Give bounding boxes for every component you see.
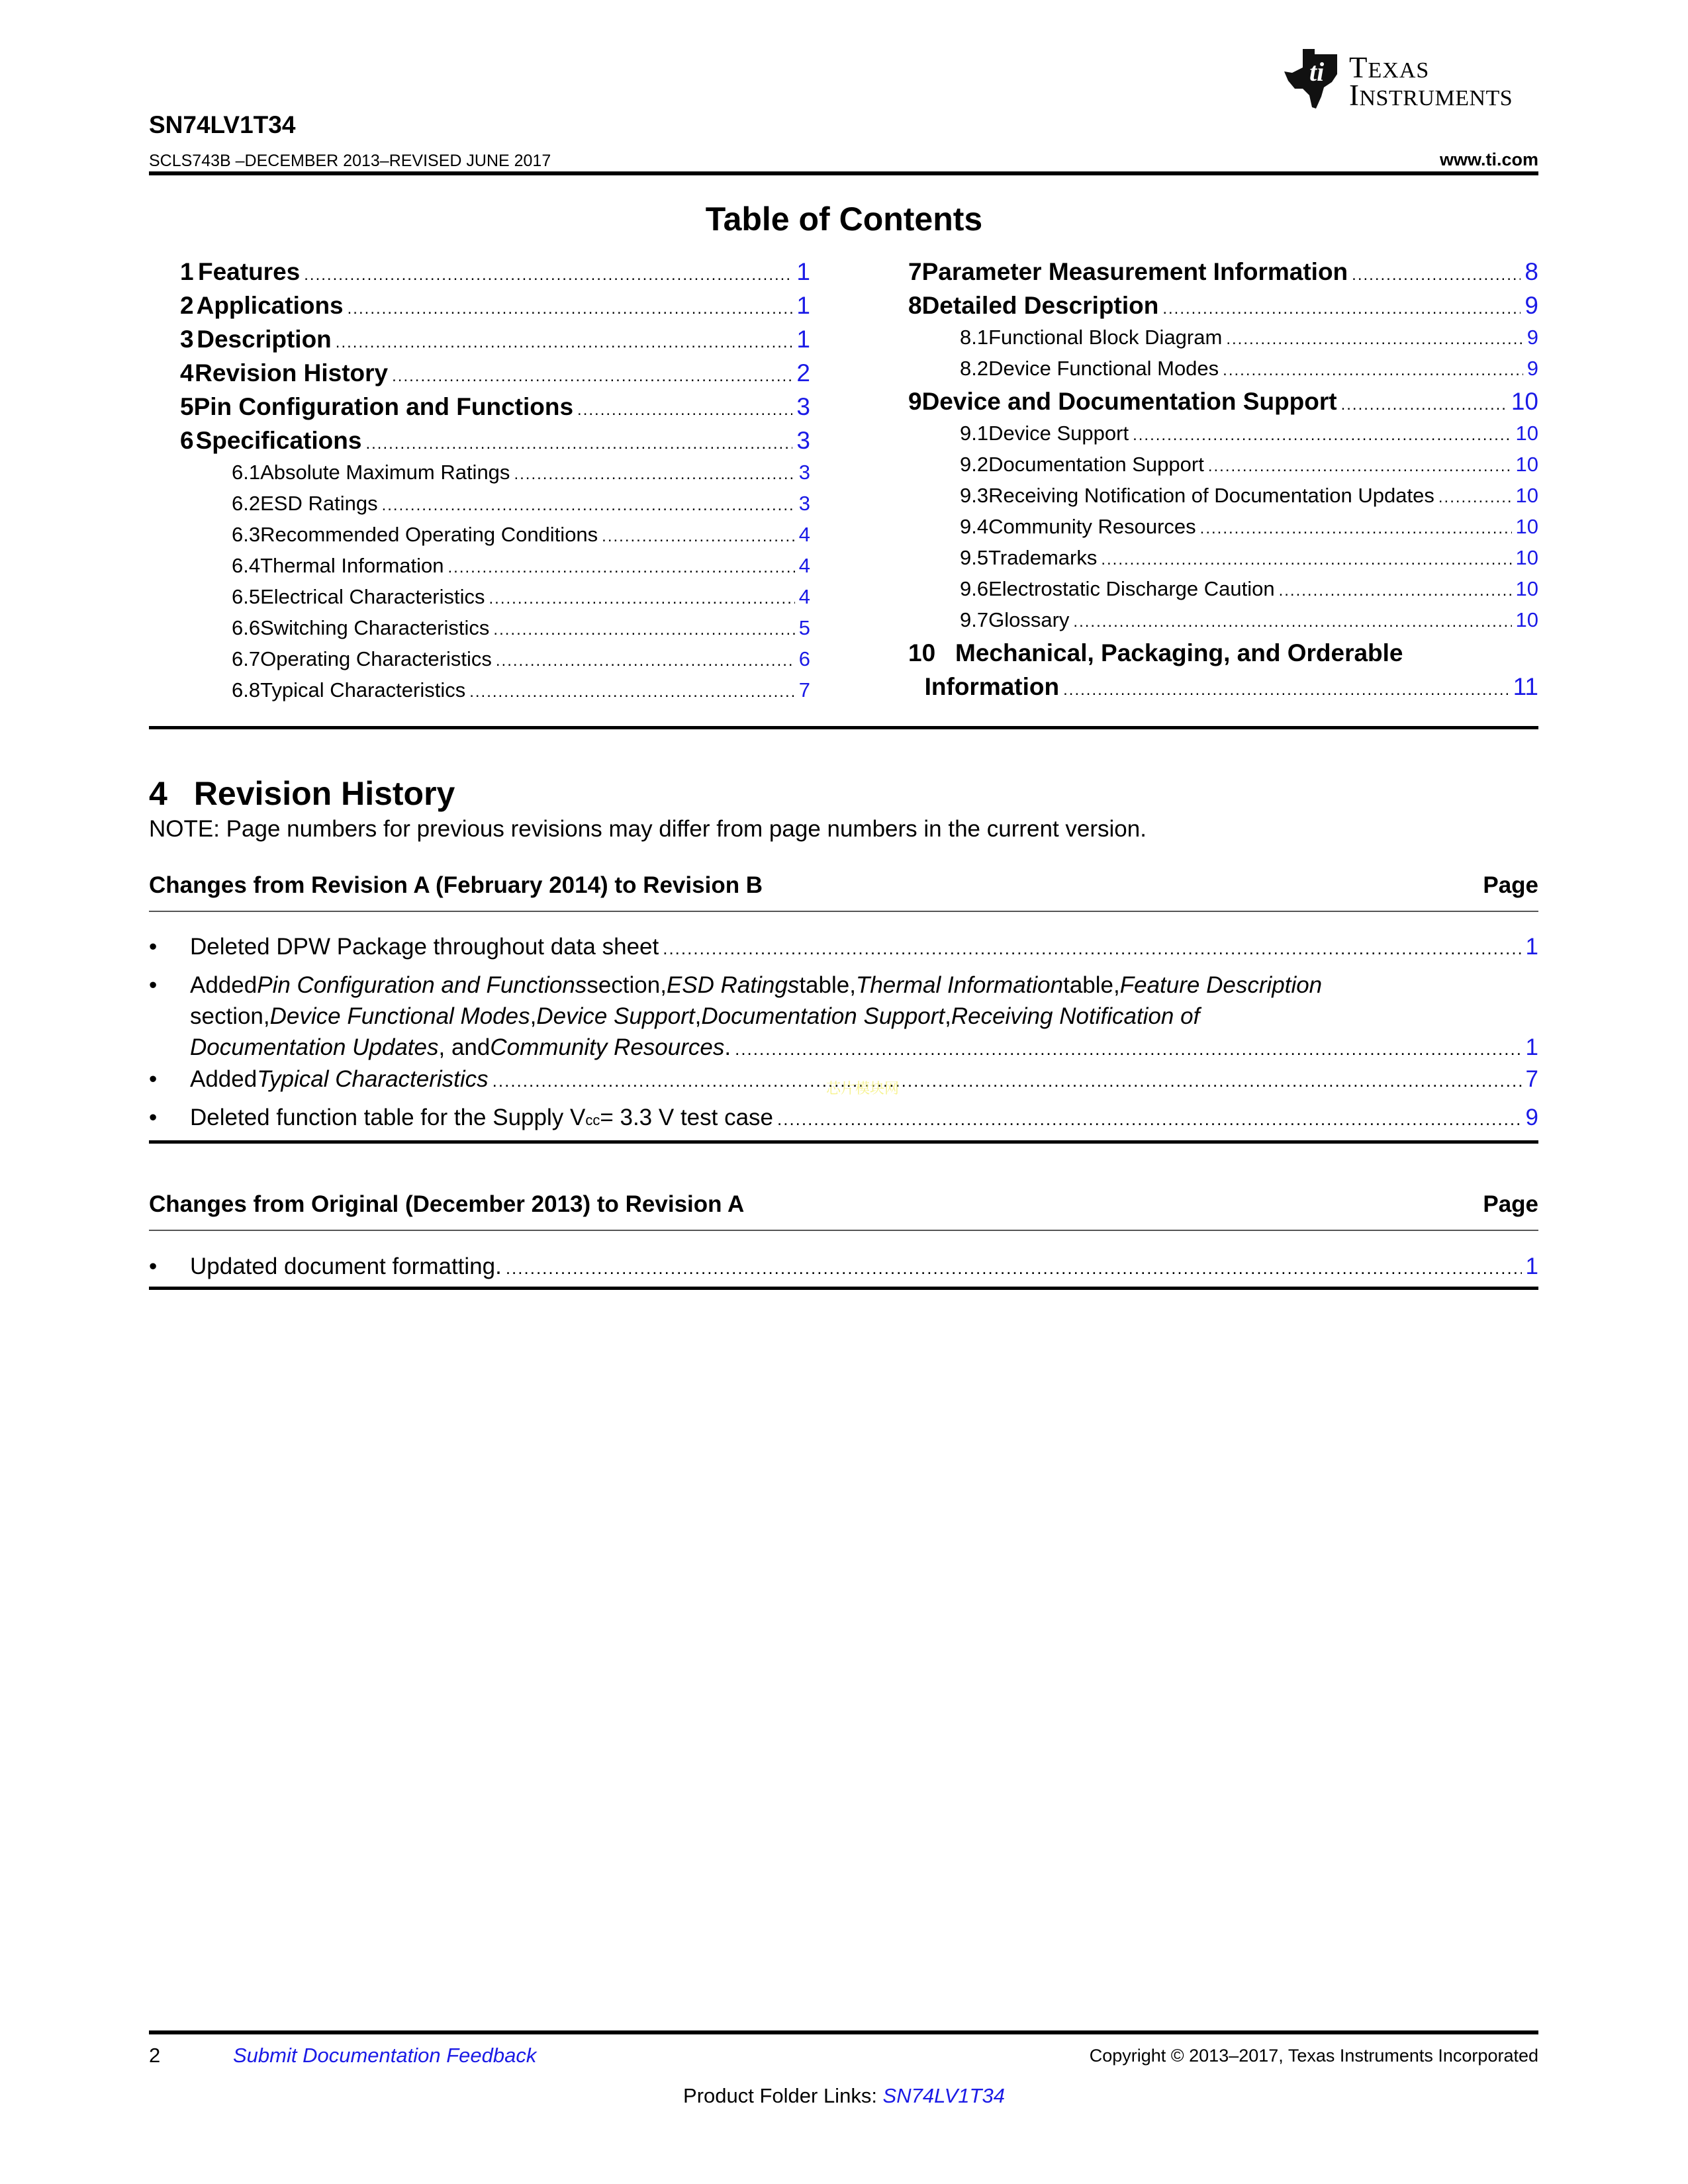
toc-entry[interactable] [908, 546, 1538, 577]
leader-dots [663, 933, 1521, 964]
toc-leader-dots [382, 496, 795, 515]
change-item-body [190, 1102, 1538, 1136]
toc-entry[interactable] [180, 359, 810, 393]
changes-group-header [149, 1191, 1538, 1218]
toc-page-link[interactable]: 2 [796, 359, 810, 387]
bullet-icon: • [149, 1105, 158, 1130]
toc-entry-number: 9.5 [960, 546, 989, 569]
toc-entry-number: 6.1 [232, 461, 261, 484]
toc-leader-dots [489, 590, 794, 608]
toc-page-link[interactable]: 10 [1515, 484, 1538, 507]
toc-leader-dots [1073, 613, 1511, 631]
toc-entry-title: Device Functional Modes [988, 357, 1219, 380]
toc-entry-number: 6.2 [232, 492, 261, 515]
toc-entry[interactable] [908, 608, 1538, 639]
changes-header-rule [149, 911, 1538, 912]
toc-entry-number: 9 [908, 388, 922, 415]
toc-leader-dots [1101, 551, 1511, 569]
toc-leader-dots [1341, 396, 1507, 414]
toc-left-column [180, 258, 810, 709]
toc-entry[interactable] [908, 258, 1538, 292]
toc-entry-title: Applications [196, 292, 344, 319]
product-folder-label: Product Folder Links: [683, 2084, 883, 2107]
document-revision-line: SCLS743B –DECEMBER 2013–REVISED JUNE 2017 [149, 152, 551, 170]
change-page-link[interactable]: 7 [1525, 1066, 1538, 1092]
toc-leader-dots [1223, 361, 1523, 380]
italic-reference: Feature Description [1119, 972, 1323, 998]
change-page-link[interactable]: 9 [1525, 1105, 1538, 1130]
header-rule [149, 171, 1538, 175]
toc-leader-dots [348, 300, 793, 318]
toc-entry-number: 8.2 [960, 357, 989, 380]
toc-page-link[interactable]: 1 [796, 292, 810, 319]
toc-entry-number: 6.3 [232, 523, 261, 546]
toc-entry[interactable] [908, 577, 1538, 608]
italic-reference: Pin Configuration and Functions [257, 972, 587, 998]
toc-entry[interactable] [180, 585, 810, 616]
toc-entry-number: 2 [180, 292, 194, 319]
change-page-link[interactable]: 1 [1525, 934, 1538, 960]
toc-entry-continuation[interactable] [908, 673, 1538, 707]
toc-entry-number: 8.1 [960, 326, 989, 349]
toc-bottom-rule [149, 726, 1538, 729]
change-text: Added [190, 1066, 258, 1092]
changes-group-end-rule [149, 1287, 1538, 1290]
logo-text-texas: TEXAS [1349, 51, 1430, 84]
bullet-icon: • [149, 1066, 158, 1092]
copyright: Copyright © 2013–2017, Texas Instruments Incorporated [1089, 2046, 1538, 2066]
toc-entry[interactable] [908, 292, 1538, 326]
toc-entry[interactable] [180, 492, 810, 523]
toc-entry-title: Detailed Description [921, 292, 1159, 319]
leader-dots [492, 1066, 1522, 1097]
change-text: table, [799, 972, 856, 998]
logo-text-instruments: INSTRUMENTS [1349, 79, 1513, 112]
website-link[interactable]: www.ti.com [1439, 150, 1538, 169]
change-item-body [190, 931, 1538, 964]
toc-entry-title: Information [924, 673, 1060, 700]
change-text: , [530, 1003, 537, 1029]
toc-entry-title: Absolute Maximum Ratings [260, 461, 510, 484]
toc-entry-number: 6.6 [232, 616, 261, 639]
toc-entry-number: 9.6 [960, 577, 989, 600]
toc-leader-dots [1279, 582, 1512, 600]
change-text: Updated document formatting. [190, 1253, 502, 1279]
italic-reference: Community Resources [490, 1034, 725, 1060]
toc-entry-title: Recommended Operating Conditions [260, 523, 598, 546]
italic-reference: Device Functional Modes [269, 1003, 530, 1029]
texas-instruments-logo [1283, 48, 1541, 114]
watermark-text: 芯片模块网 [826, 1080, 900, 1097]
toc-entry-number: 7 [908, 258, 922, 285]
toc-entry[interactable] [908, 639, 1538, 673]
toc-leader-dots [448, 559, 795, 577]
toc-entry-title: Thermal Information [260, 554, 444, 577]
toc-entry-number: 4 [180, 359, 194, 387]
toc-leader-dots [602, 527, 795, 546]
texas-instruments-logo-icon [1283, 48, 1342, 111]
page-number: 2 [149, 2044, 161, 2067]
change-text: , [945, 1003, 951, 1029]
change-text: Added [190, 972, 258, 998]
toc-leader-dots [304, 266, 792, 285]
toc-entry-title: Description [197, 326, 332, 353]
toc-entry-title: Typical Characteristics [260, 678, 466, 702]
toc-entry-title: Device Support [988, 422, 1129, 445]
toc-leader-dots [1208, 457, 1512, 476]
change-text: , and [438, 1034, 491, 1060]
svg-text:ti: ti [1309, 57, 1325, 87]
toc-page-link[interactable]: 4 [798, 554, 810, 577]
toc-entry[interactable] [180, 523, 810, 554]
italic-reference: Receiving Notification of [951, 1003, 1200, 1029]
toc-entry[interactable] [180, 326, 810, 359]
toc-leader-dots [1438, 488, 1512, 507]
toc-entry-number: 1 [180, 258, 194, 285]
toc-page-link[interactable]: 8 [1524, 258, 1538, 285]
toc-page-link[interactable]: 9 [1526, 357, 1538, 380]
toc-entry[interactable] [908, 422, 1538, 453]
toc-entry[interactable] [180, 554, 810, 585]
page-column-label: Page [1483, 872, 1538, 898]
toc-leader-dots [1226, 330, 1523, 349]
changes-header-rule [149, 1230, 1538, 1231]
toc-page-link[interactable]: 9 [1526, 326, 1538, 349]
toc-title: Table of Contents [705, 201, 983, 238]
toc-entry-number: 3 [180, 326, 194, 353]
toc-entry-title: Device and Documentation Support [921, 388, 1337, 415]
toc-entry-number: 6.7 [232, 647, 261, 670]
toc-page-link[interactable]: 1 [796, 258, 810, 285]
change-text: , [694, 1003, 702, 1029]
bullet-icon: • [149, 934, 158, 960]
italic-reference: Device Support [536, 1003, 695, 1029]
toc-entry-number: 8 [908, 292, 922, 319]
toc-entry[interactable] [908, 515, 1538, 546]
toc-entry-title: Glossary [988, 608, 1070, 631]
toc-entry-number: 9.3 [960, 484, 989, 507]
change-item-line [190, 1102, 1538, 1136]
change-item-body [190, 970, 1538, 1065]
toc-entry-title: Revision History [195, 359, 389, 387]
leader-dots [735, 1034, 1521, 1065]
product-folder-link[interactable]: SN74LV1T34 [882, 2084, 1005, 2107]
toc-entry-number: 6.5 [232, 585, 261, 608]
changes-group-header [149, 872, 1538, 899]
section-heading-revision-history [149, 774, 455, 813]
section-title: Revision History [193, 775, 455, 812]
changes-group-title: Changes from Original (December 2013) to Revision A [149, 1191, 745, 1217]
toc-page-link[interactable]: 3 [796, 393, 810, 420]
toc-page-link[interactable]: 10 [1511, 388, 1538, 415]
change-text: . [724, 1034, 731, 1060]
change-text: = 3.3 V test case [600, 1105, 774, 1130]
toc-entry-number: 5 [180, 393, 194, 420]
change-text: table, [1063, 972, 1120, 998]
toc-page-link[interactable]: 5 [798, 616, 810, 639]
change-page-link[interactable]: 1 [1525, 1034, 1538, 1060]
toc-leader-dots [1200, 520, 1512, 538]
toc-page-link[interactable]: 9 [1524, 292, 1538, 319]
toc-entry-number: 9.2 [960, 453, 989, 476]
toc-entry-title: Specifications [195, 427, 362, 454]
toc-entry-number: 9.7 [960, 608, 989, 631]
change-text: Deleted function table for the Supply V [190, 1105, 586, 1130]
toc-entry[interactable] [180, 292, 810, 326]
change-item-line [190, 1032, 1538, 1065]
toc-entry-title: Switching Characteristics [260, 616, 490, 639]
toc-leader-dots [392, 367, 792, 386]
leader-dots [777, 1104, 1522, 1135]
toc-page-link[interactable]: 11 [1513, 673, 1538, 700]
toc-entry-title: Community Resources [988, 515, 1196, 538]
toc-leader-dots [514, 465, 794, 484]
leader-dots [506, 1253, 1522, 1284]
toc-page-link[interactable]: 10 [1515, 515, 1538, 538]
toc-page-link[interactable]: 10 [1515, 577, 1538, 600]
revision-note: NOTE: Page numbers for previous revisions may differ from page numbers in the current version. [149, 816, 1147, 842]
product-folder-links [0, 2084, 1688, 2108]
change-page-link[interactable]: 1 [1525, 1253, 1538, 1279]
toc-entry[interactable] [180, 647, 810, 678]
toc-entry-title: Documentation Support [988, 453, 1204, 476]
change-text: Deleted DPW Package throughout data sheet [190, 934, 659, 960]
toc-entry[interactable] [908, 453, 1538, 484]
toc-entry-number: 10 [908, 639, 936, 666]
italic-reference: ESD Ratings [666, 972, 800, 998]
change-item-line [190, 1001, 1538, 1032]
toc-page-link[interactable]: 4 [798, 585, 810, 608]
subscript-text: cc [585, 1112, 600, 1128]
change-text: section, [190, 1003, 270, 1029]
toc-entry-title: Trademarks [988, 546, 1098, 569]
toc-entry[interactable] [180, 393, 810, 427]
bullet-icon: • [149, 972, 158, 998]
toc-entry-title: Electrical Characteristics [260, 585, 485, 608]
toc-page-link[interactable]: 10 [1515, 546, 1538, 569]
toc-right-column [908, 258, 1538, 707]
italic-reference: Typical Characteristics [257, 1066, 489, 1092]
toc-entry-title: Operating Characteristics [260, 647, 492, 670]
toc-entry-number: 6.4 [232, 554, 261, 577]
section-number: 4 [149, 775, 167, 812]
change-text: section, [586, 972, 667, 998]
document-id: SN74LV1T34 [149, 111, 296, 138]
toc-entry-number: 9.1 [960, 422, 989, 445]
toc-leader-dots [1352, 266, 1521, 285]
toc-entry[interactable] [180, 616, 810, 647]
toc-entry-title: Functional Block Diagram [988, 326, 1223, 349]
toc-page-link[interactable]: 3 [798, 461, 810, 484]
toc-entry-title: Receiving Notification of Documentation Updates [988, 484, 1434, 507]
toc-page-link[interactable]: 1 [796, 326, 810, 353]
toc-entry[interactable] [180, 461, 810, 492]
footer-rule [149, 2030, 1538, 2034]
toc-leader-dots [577, 401, 792, 420]
toc-page-link[interactable]: 10 [1515, 608, 1538, 631]
change-item-line [190, 931, 1538, 964]
toc-page-link[interactable]: 3 [798, 492, 810, 515]
submit-feedback-link[interactable]: Submit Documentation Feedback [233, 2044, 537, 2067]
change-item-line [190, 1251, 1538, 1284]
toc-entry[interactable] [908, 484, 1538, 515]
toc-entry-title: Mechanical, Packaging, and Orderable [955, 639, 1403, 666]
toc-leader-dots [469, 683, 795, 702]
toc-leader-dots [496, 652, 795, 670]
toc-page-link[interactable]: 6 [798, 647, 810, 670]
change-item-body [190, 1251, 1538, 1284]
changes-group-title: Changes from Revision A (February 2014) to Revision B [149, 872, 763, 898]
toc-page-link[interactable]: 3 [796, 427, 810, 454]
toc-leader-dots [1063, 681, 1509, 700]
toc-leader-dots [336, 334, 793, 352]
toc-leader-dots [1133, 426, 1511, 445]
toc-entry-title: Pin Configuration and Functions [193, 393, 574, 420]
toc-entry-title: ESD Ratings [260, 492, 378, 515]
toc-entry[interactable] [908, 357, 1538, 388]
toc-entry[interactable] [180, 678, 810, 709]
italic-reference: Documentation Updates [190, 1034, 439, 1060]
toc-entry[interactable] [180, 427, 810, 461]
toc-page-link[interactable]: 7 [798, 678, 810, 702]
toc-leader-dots [365, 435, 792, 453]
toc-entry-title: Electrostatic Discharge Caution [988, 577, 1275, 600]
toc-entry[interactable] [908, 326, 1538, 357]
toc-leader-dots [1162, 300, 1521, 318]
italic-reference: Documentation Support [701, 1003, 945, 1029]
toc-entry-title: Parameter Measurement Information [921, 258, 1348, 285]
change-item-line [190, 970, 1538, 1001]
toc-leader-dots [493, 621, 794, 639]
page-column-label: Page [1483, 1191, 1538, 1217]
toc-entry-number: 6 [180, 427, 194, 454]
toc-entry[interactable] [180, 258, 810, 292]
changes-group-end-rule [149, 1140, 1538, 1144]
toc-entry[interactable] [908, 388, 1538, 422]
toc-entry-number: 6.8 [232, 678, 261, 702]
toc-page-link[interactable]: 10 [1515, 453, 1538, 476]
toc-entry-title: Features [198, 258, 301, 285]
toc-entry-number: 9.4 [960, 515, 989, 538]
toc-page-link[interactable]: 10 [1515, 422, 1538, 445]
italic-reference: Thermal Information [855, 972, 1064, 998]
bullet-icon: • [149, 1253, 158, 1279]
toc-page-link[interactable]: 4 [798, 523, 810, 546]
